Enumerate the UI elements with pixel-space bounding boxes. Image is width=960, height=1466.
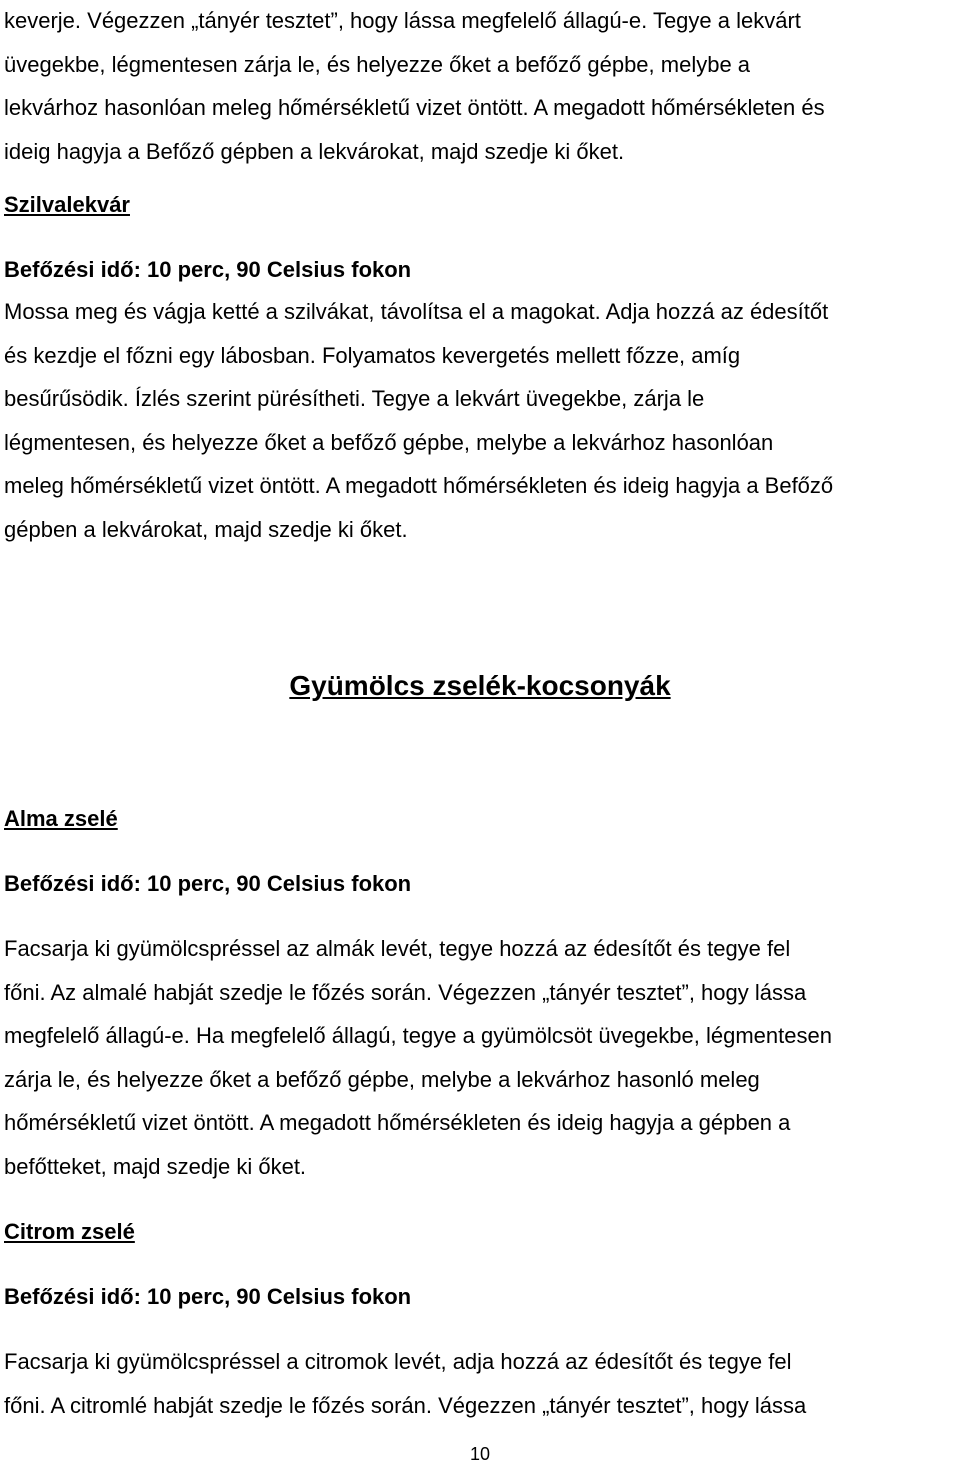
lemon-jelly-heading: Citrom zselé [4,1219,135,1244]
page-number: 10 [469,1444,491,1464]
intro-line: keverje. Végezzen „tányér tesztet”, hogy lássa megfelelő állagú-e. Tegye a lekvárt [4,8,801,33]
apple-line: Facsarja ki gyümölcspréssel az almák levét, tegye hozzá az édesítőt és tegye fel [4,936,791,961]
apple-line: hőmérsékletű vizet öntött. A megadott hőmérsékleten és ideig hagyja a gépben a [4,1110,791,1135]
apple-line: zárja le, és helyezze őket a befőző gépbe, melybe a lekvárhoz hasonló meleg [4,1066,760,1092]
lemon-cooking-time: Befőzési idő: 10 perc, 90 Celsius fokon [4,1284,412,1309]
plum-line: Mossa meg és vágja ketté a szilvákat, távolítsa el a magokat. Adja hozzá az édesítőt [4,299,829,324]
plum-line: gépben a lekvárokat, majd szedje ki őket. [4,516,408,542]
apple-line: főni. Az almalé habját szedje le főzés során. Végezzen „tányér tesztet”, hogy lássa [4,979,807,1005]
lemon-line: Facsarja ki gyümölcspréssel a citromok levét, adja hozzá az édesítőt és tegye fel [4,1349,792,1374]
intro-line: üvegekbe, légmentesen zárja le, és helyezze őket a befőző gépbe, melybe a [4,51,751,77]
plum-line: meleg hőmérsékletű vizet öntött. A megadott hőmérsékleten és ideig hagyja a Befőző [4,473,834,498]
intro-line: ideig hagyja a Befőző gépben a lekvárokat, majd szedje ki őket. [4,138,625,164]
lemon-paragraph [4,1340,960,1427]
apple-cooking-time: Befőzési idő: 10 perc, 90 Celsius fokon [4,871,412,896]
section-title: Gyümölcs zselék-kocsonyák [289,670,671,701]
apple-jelly-heading: Alma zselé [4,806,118,831]
plum-jam-heading: Szilvalekvár [4,192,130,217]
lemon-line: főni. A citromlé habját szedje le főzés során. Végezzen „tányér tesztet”, hogy lássa [4,1392,807,1418]
plum-line: besűrűsödik. Ízlés szerint pürésítheti. Tegye a lekvárt üvegekbe, zárja le [4,386,705,411]
intro-line: lekvárhoz hasonlóan meleg hőmérsékletű vizet öntött. A megadott hőmérsékleten és [4,95,825,120]
plum-line: és kezdje el főzni egy lábosban. Folyamatos kevergetés mellett főzze, amíg [4,342,741,368]
apple-line: megfelelő állagú-e. Ha megfelelő állagú, tegye a gyümölcsöt üvegekbe, légmentesen [4,1023,832,1048]
apple-paragraph [4,927,960,1188]
plum-cooking-time: Befőzési idő: 10 perc, 90 Celsius fokon [4,257,412,282]
intro-paragraph [4,0,960,173]
plum-paragraph [4,290,960,551]
plum-line: légmentesen, és helyezze őket a befőző gépbe, melybe a lekvárhoz hasonlóan [4,429,774,455]
apple-line: befőtteket, majd szedje ki őket. [4,1153,307,1179]
